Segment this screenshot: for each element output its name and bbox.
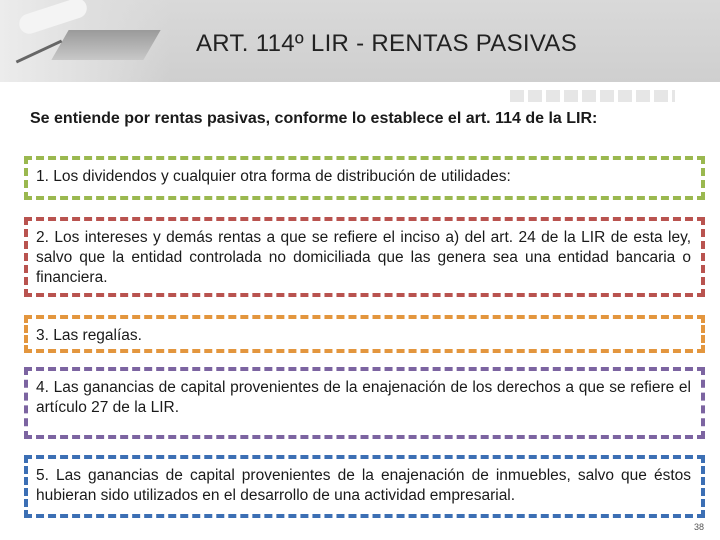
slide-title: ART. 114º LIR - RENTAS PASIVAS <box>196 30 577 57</box>
list-item-3: 3. Las regalías. <box>24 315 705 353</box>
header-photo <box>0 0 170 82</box>
faded-watermark <box>510 90 675 102</box>
list-item-4: 4. Las ganancias de capital provenientes de la enajenación de los derechos a que se refiere el artículo 27 de la LIR. <box>24 367 705 439</box>
intro-text: Se entiende por rentas pasivas, conforme lo establece el art. 114 de la LIR: <box>30 110 598 127</box>
list-item-2: 2. Los intereses y demás rentas a que se refiere el inciso a) del art. 24 de la LIR de esta ley, salvo que la entidad controlada no domiciliada que las genera sea una entidad bancaria o financiera. <box>24 217 705 297</box>
slide-header <box>0 0 720 82</box>
page-number: 38 <box>693 522 704 532</box>
list-item-1: 1. Los dividendos y cualquier otra forma de distribución de utilidades: <box>24 156 705 200</box>
photo-laptop-shape <box>51 30 160 60</box>
list-item-5: 5. Las ganancias de capital provenientes de la enajenación de inmuebles, salvo que éstos hubieran sido utilizados en el desarrollo de una actividad empresarial. <box>24 455 705 518</box>
